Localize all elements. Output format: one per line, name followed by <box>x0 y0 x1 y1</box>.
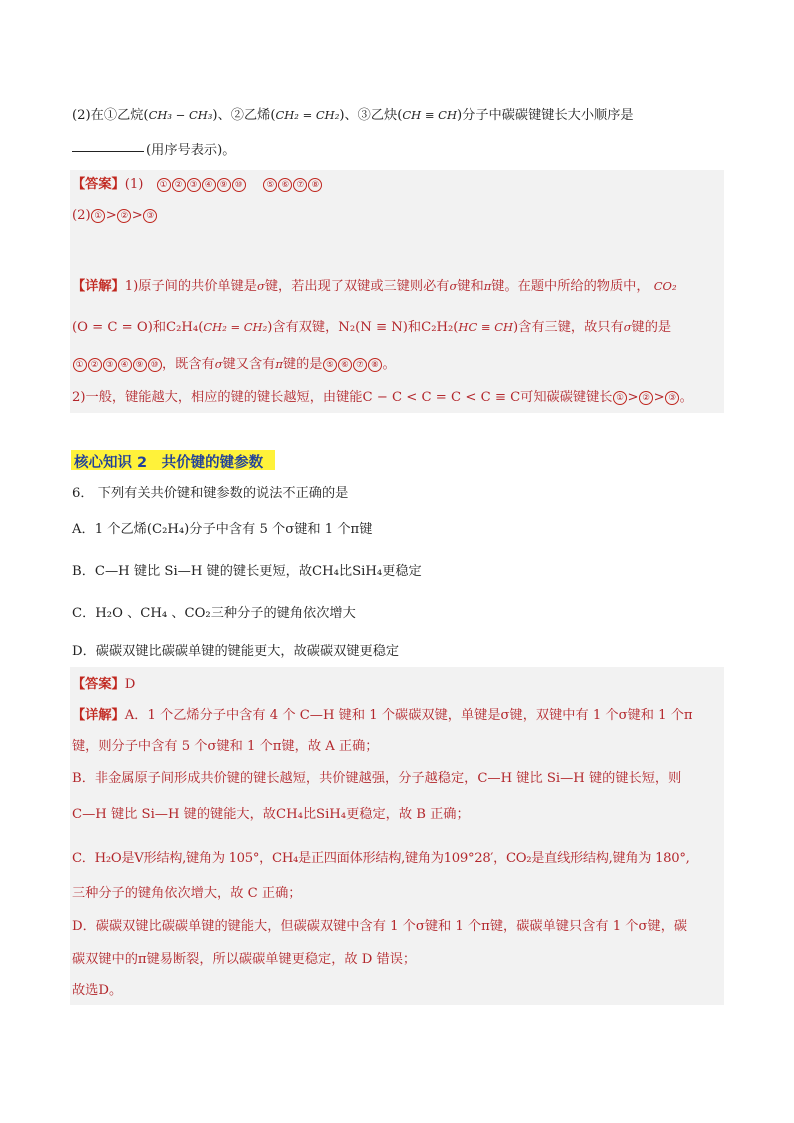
answer-blank <box>72 151 144 152</box>
detail-2-line-2: 键，则分子中含有 5 个σ键和 1 个π键，故 A 正确； <box>72 739 379 754</box>
detail-1-line-4: 2)一般，键能越大，相应的键的键长越短，由键能C − C < C = C < C ≡ C可知碳碳键键长 ① > ② > ③ 。 <box>72 390 693 405</box>
question-2-line-2: (用序号表示)。 <box>72 142 235 160</box>
detail-1-line-3: ① ② ③ ④ ⑨ ⑩ ，既含有σ键又含有π键的是 ⑤ ⑥ ⑦ ⑧ 。 <box>72 355 396 374</box>
answer-label: 【答案】 <box>72 677 125 692</box>
detail-2-line-5: C．H₂O是V形结构,键角为 105°，CH₄是正四面体形结构,键角为109°28′，CO₂是直线形结构,键角为 180°, <box>72 851 690 866</box>
detail-2-line-3: B．非金属原子间形成共价键的键长越短，共价键越强，分子越稳定，C—H 键比 Si—H 键的键长短，则 <box>72 771 682 786</box>
answer-value: D <box>124 677 136 692</box>
pi-set: ⑤ ⑥ ⑦ ⑧ <box>263 177 323 192</box>
circled-number: ① <box>103 108 118 123</box>
circled-number: ③ <box>357 108 371 123</box>
section-title: 核心知识 2 共价键的键参数 <box>74 455 264 471</box>
option-a: A．1 个乙烯(C₂H₄)分子中含有 5 个σ键和 1 个π键 <box>72 522 373 537</box>
circled-number: ② <box>230 108 244 123</box>
answer-line-1: 【答案】(1) ① ② ③ ④ ⑨ ⑩ ⑤ ⑥ ⑦ ⑧ <box>72 176 323 194</box>
option-b: B．C—H 键比 Si—H 键的键长更短，故CH₄比SiH₄更稳定 <box>72 564 422 579</box>
detail-1-line-1: 【详解】1)原子间的共价单键是σ键，若出现了双键或三键则必有σ键和π键。在题中所给的物质中， CO₂ <box>72 279 677 294</box>
detail-2-line-8: 碳双键中的π键易断裂，所以碳碳单键更稳定，故 D 错误； <box>72 952 417 967</box>
detail-label: 【详解】 <box>72 279 125 294</box>
formula-ethane: CH₃ − CH₃ <box>148 108 213 122</box>
detail-2-line-7: D．碳碳双键比碳碳单键的键能大，但碳碳双键中含有 1 个σ键和 1 个π键，碳碳单键只含有 1 个σ键，碳 <box>72 919 688 934</box>
question-6-stem: 6． 下列有关共价键和键参数的说法不正确的是 <box>72 486 349 501</box>
detail-1-line-2: (O = C = O)和C₂H₄(CH₂ = CH₂)含有双键，N₂(N ≡ N)和C₂H₂(HC ≡ CH)含有三键，故只有σ键的是 <box>72 320 672 335</box>
detail-2-line-4: C—H 键比 Si—H 键的键能大，故CH₄比SiH₄更稳定，故 B 正确； <box>72 807 470 822</box>
answer-2-line <box>72 676 135 694</box>
option-c: C．H₂O 、CH₄ 、CO₂三种分子的键角依次增大 <box>72 606 356 621</box>
detail-2-line-9: 故选D。 <box>72 983 123 998</box>
formula-ethylene: CH₂ = CH₂ <box>275 108 340 122</box>
sigma-set: ① ② ③ ④ ⑨ ⑩ <box>156 177 246 192</box>
answer-line-2: (2) ① > ② > ③ <box>72 207 158 225</box>
question-2-line-1: (2)在①乙烷(CH₃ − CH₃)、②乙烯(CH₂ = CH₂)、③乙炔(CH ≡ CH)分子中碳碳键键长大小顺序是 <box>72 108 634 123</box>
option-d: D．碳碳双键比碳碳单键的键能更大，故碳碳双键更稳定 <box>72 644 400 659</box>
detail-2-line-1: 【详解】A．1 个乙烯分子中含有 4 个 C—H 键和 1 个碳碳双键，单键是σ键，双键中有 1 个σ键和 1 个π <box>72 708 693 723</box>
detail-label: 【详解】 <box>72 708 125 723</box>
formula-acetylene: CH ≡ CH <box>402 108 457 122</box>
detail-2-line-6: 三种分子的键角依次增大，故 C 正确； <box>72 886 302 901</box>
answer-label: 【答案】 <box>72 177 125 192</box>
